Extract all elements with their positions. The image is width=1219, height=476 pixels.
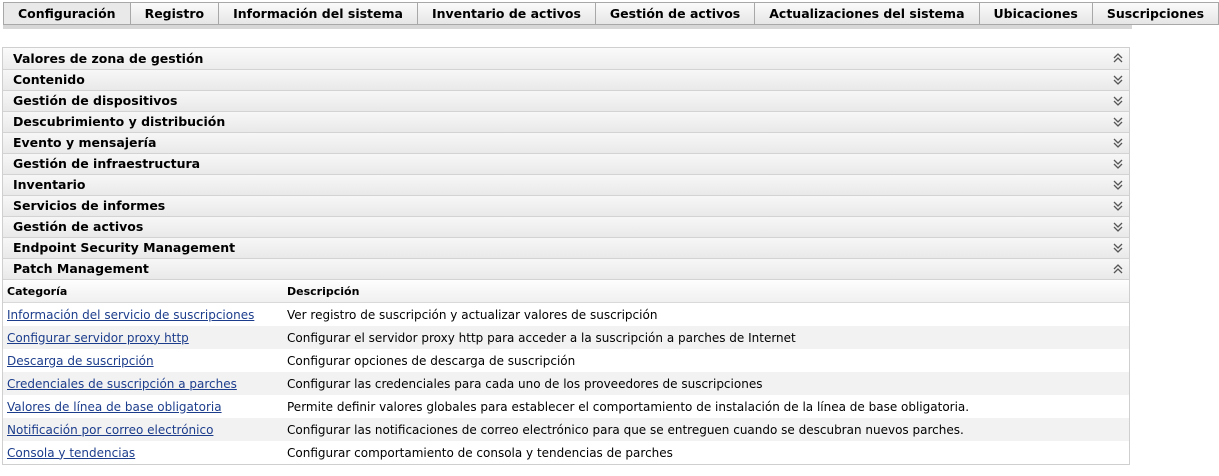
section-label: Contenido	[13, 72, 85, 87]
category-cell	[3, 303, 283, 327]
section-label: Gestión de activos	[13, 219, 144, 234]
section-label: Patch Management	[13, 261, 149, 276]
section-label: Servicios de informes	[13, 198, 166, 213]
description-cell: Configurar las notificaciones de correo electrónico para que se entreguen cuando se descubran nuevos parches.	[283, 418, 1129, 441]
section-header[interactable]	[3, 48, 1129, 70]
section-label: Inventario	[13, 177, 86, 192]
column-header-description: Descripción	[283, 280, 1129, 303]
section-header[interactable]	[3, 175, 1129, 196]
expand-icon[interactable]	[1111, 157, 1125, 171]
category-cell	[3, 349, 283, 372]
tab-informacion-del-sistema[interactable]: Información del sistema	[219, 2, 418, 25]
collapse-icon[interactable]	[1111, 51, 1125, 65]
tab-registro[interactable]: Registro	[131, 2, 220, 25]
category-link[interactable]: Consola y tendencias	[7, 445, 136, 460]
expand-icon[interactable]	[1111, 178, 1125, 192]
expand-icon[interactable]	[1111, 220, 1125, 234]
section-header[interactable]	[3, 133, 1129, 154]
tab-suscripciones[interactable]: Suscripciones	[1093, 2, 1219, 25]
description-cell: Configurar comportamiento de consola y tendencias de parches	[287, 445, 673, 460]
column-header-category: Categoría	[3, 280, 283, 303]
category-cell	[3, 441, 283, 464]
section-header[interactable]	[3, 154, 1129, 175]
tab-gestion-de-activos[interactable]: Gestión de activos	[596, 2, 755, 25]
table-row	[3, 441, 1129, 464]
expand-icon[interactable]	[1111, 73, 1125, 87]
table-row	[3, 372, 1129, 395]
category-link[interactable]: Notificación por correo electrónico	[7, 422, 214, 437]
category-link[interactable]: Descarga de suscripción	[7, 353, 154, 368]
tab-ubicaciones[interactable]: Ubicaciones	[980, 2, 1093, 25]
description-cell: Configurar opciones de descarga de suscripción	[287, 353, 576, 368]
section-header[interactable]	[3, 112, 1129, 133]
section-label: Evento y mensajería	[13, 135, 157, 150]
table-row	[3, 418, 1129, 441]
patch-management-table	[3, 280, 1129, 464]
expand-icon[interactable]	[1111, 199, 1125, 213]
category-cell	[3, 395, 283, 418]
section-header[interactable]	[3, 217, 1129, 238]
category-link[interactable]: Información del servicio de suscripciones	[7, 307, 255, 322]
section-label: Endpoint Security Management	[13, 240, 236, 255]
tab-bar-underline	[3, 24, 1132, 29]
table-row	[3, 395, 1129, 418]
table-row	[3, 303, 1129, 327]
table-row	[3, 326, 1129, 349]
table-row	[3, 349, 1129, 372]
expand-icon[interactable]	[1111, 115, 1125, 129]
description-cell: Configurar el servidor proxy http para acceder a la suscripción a parches de Internet	[283, 326, 1129, 349]
section-header[interactable]	[3, 196, 1129, 217]
section-label: Descubrimiento y distribución	[13, 114, 226, 129]
category-cell	[3, 326, 283, 349]
section-label: Gestión de dispositivos	[13, 93, 178, 108]
tab-actualizaciones-del-sistema[interactable]: Actualizaciones del sistema	[755, 2, 979, 25]
expand-icon[interactable]	[1111, 136, 1125, 150]
section-header[interactable]	[3, 238, 1129, 259]
description-cell: Configurar las credenciales para cada uno de los proveedores de suscripciones	[283, 372, 1129, 395]
collapse-icon[interactable]	[1111, 262, 1125, 276]
main-tab-bar	[3, 2, 1219, 26]
tab-configuracion[interactable]: Configuración	[3, 2, 131, 25]
section-header[interactable]	[3, 259, 1129, 280]
section-label: Gestión de infraestructura	[13, 156, 201, 171]
category-link[interactable]: Credenciales de suscripción a parches	[7, 376, 237, 391]
section-header[interactable]	[3, 70, 1129, 91]
tab-inventario-de-activos[interactable]: Inventario de activos	[418, 2, 596, 25]
table-header-row	[3, 280, 1129, 303]
description-cell: Permite definir valores globales para establecer el comportamiento de instalación de la línea de base obligatoria.	[287, 399, 970, 414]
category-link[interactable]: Configurar servidor proxy http	[7, 330, 189, 345]
expand-icon[interactable]	[1111, 94, 1125, 108]
category-cell	[3, 372, 283, 395]
category-cell	[3, 418, 283, 441]
expand-icon[interactable]	[1111, 241, 1125, 255]
category-link[interactable]: Valores de línea de base obligatoria	[7, 399, 222, 414]
configuration-panel	[2, 47, 1130, 465]
description-cell: Ver registro de suscripción y actualizar valores de suscripción	[287, 307, 658, 322]
section-header[interactable]	[3, 91, 1129, 112]
section-label: Valores de zona de gestión	[13, 51, 204, 66]
